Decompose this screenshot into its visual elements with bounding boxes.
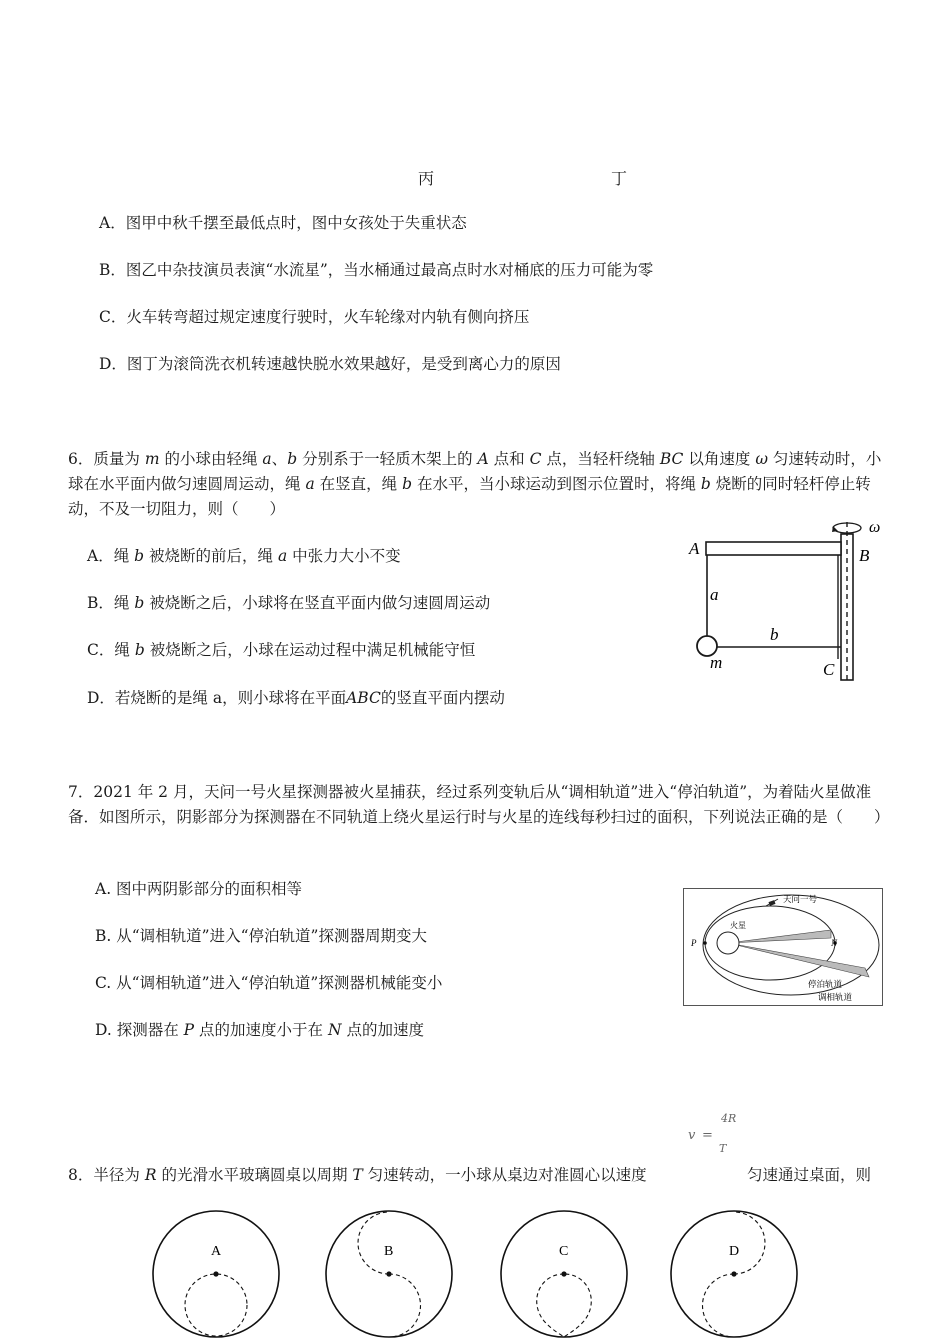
center-dot [561,1271,566,1276]
label-phasing-orbit: 调相轨道 [818,992,853,1002]
trajectory-a [185,1274,247,1336]
q5-option-a[interactable]: A．图甲中秋千摆至最低点时，图中女孩处于失重状态 [99,214,467,232]
choice-circle-b[interactable] [326,1211,452,1337]
trajectory-d-top [734,1212,765,1274]
q7-option-c[interactable]: C. 从“调相轨道”进入“停泊轨道”探测器机械能变小 [95,974,443,992]
q6-option-b[interactable]: B．绳 b 被烧断之后，小球将在竖直平面内做匀速圆周运动 [87,594,491,612]
label-P: P [691,938,697,948]
top-beam [706,542,841,555]
caption-ding: 丁 [611,169,628,188]
point-P [703,941,707,945]
q8-formula: v = 4R T [688,1112,737,1155]
label-N: N [831,938,838,948]
q8-choices-figure [150,1206,800,1344]
q7-option-a[interactable]: A. 图中两阴影部分的面积相等 [95,880,303,898]
q8-stem-left: 8．半径为 R 的光滑水平玻璃圆桌以周期 T 匀速转动，一小球从桌边对准圆心以速度 [68,1166,647,1184]
circle-label-a: A [211,1244,222,1259]
label-parking-orbit: 停泊轨道 [808,979,843,989]
center-dot [386,1271,391,1276]
trajectory-d-bottom [703,1274,734,1337]
label-A: A [689,539,700,558]
q5-option-c[interactable]: C．火车转弯超过规定速度行驶时，火车轮缘对内轨有侧向挤压 [99,308,530,326]
q7-option-b[interactable]: B. 从“调相轨道”进入“停泊轨道”探测器周期变大 [95,927,427,945]
center-dot [731,1271,736,1276]
caption-bing: 丙 [418,169,435,188]
circle-label-d: D [729,1244,740,1259]
choice-circle-a[interactable] [153,1211,279,1337]
q6-option-a[interactable]: A．绳 b 被烧断的前后，绳 a 中张力大小不变 [87,547,401,565]
q6-option-d[interactable]: D．若烧断的是绳 a，则小球将在平面ABC的竖直平面内摆动 [87,689,505,707]
q7-option-d[interactable]: D. 探测器在 P 点的加速度小于在 N 点的加速度 [95,1021,425,1039]
circle-label-c: C [559,1244,569,1259]
trajectory-b-top [358,1212,389,1274]
q5-option-d[interactable]: D．图丁为滚筒洗衣机转速越快脱水效果越好，是受到离心力的原因 [99,355,561,373]
center-dot [213,1271,218,1276]
label-C: C [823,660,835,679]
label-a: a [710,585,719,604]
label-mars: 火星 [730,921,746,930]
q7-orbit-figure [683,888,883,1006]
trajectory-c [537,1274,592,1337]
circle-label-b: B [384,1244,394,1259]
label-omega: ω [869,519,881,536]
trajectory-b-bottom [389,1274,421,1337]
choice-circle-c[interactable] [501,1211,627,1337]
mars-planet [717,932,739,954]
choice-circle-d[interactable] [671,1211,797,1337]
q5-option-b[interactable]: B．图乙中杂技演员表演“水流星”，当水桶通过最高点时水对桶底的压力可能为零 [99,261,654,279]
q8-stem-right: 匀速通过桌面，则 [747,1166,872,1184]
label-b: b [770,625,779,644]
figure-border [684,889,883,1006]
q6-option-c[interactable]: C．绳 b 被烧断之后，小球在运动过程中满足机械能守恒 [87,641,476,659]
label-probe: 天问一号 [783,894,818,904]
rotation-arrowhead-icon [832,526,838,532]
label-B: B [859,546,870,565]
q6-frame-figure [686,514,896,686]
q6-stem: 6．质量为 m 的小球由轻绳 a、b 分别系于一轻质木架上的 A 点和 C 点，当轻杆绕轴 BC 以角速度 ω 匀速转动时，小球在水平面内做匀速圆周运动，绳 a 在竖直，绳 b 在水平，当小球运动到图示位置时，将绳 b 烧断的同时轻杆停止转动，不及一切阻力，则（ ） [68,450,882,518]
q7-stem: 7．2021 年 2 月，天问一号火星探测器被火星捕获，经过系列变轨后从“调相轨道”进入“停泊轨道”，为着陆火星做准备．如图所示，阴影部分为探测器在不同轨道上绕火星运行时与火星的连线每秒扫过的面积，下列说法正确的是（ ） [68,783,890,826]
label-m: m [710,653,723,672]
